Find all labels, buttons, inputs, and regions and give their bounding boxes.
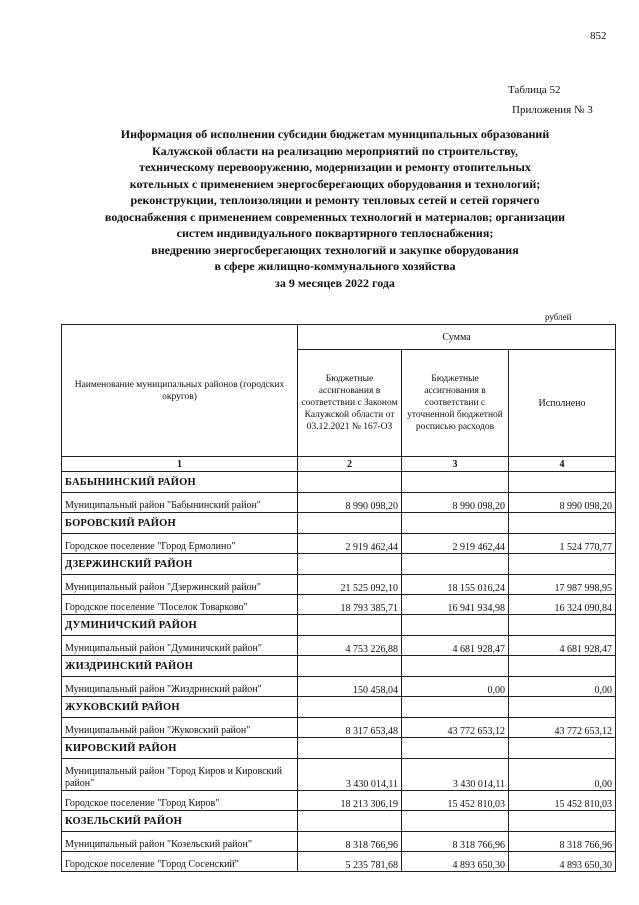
empty-cell [509, 513, 616, 534]
district-name: БОРОВСКИЙ РАЙОН [62, 513, 298, 534]
empty-cell [402, 472, 509, 493]
header-name: Наименование муниципальных районов (городских округов) [62, 325, 298, 457]
title-line: в сфере жилищно-коммунального хозяйства [214, 259, 456, 273]
municipality-name: Муниципальный район "Дзержинский район" [62, 575, 298, 595]
header-sum: Сумма [298, 325, 616, 350]
empty-cell [509, 811, 616, 832]
table-row [62, 575, 616, 595]
column-numbers-row [62, 457, 616, 472]
title-line: внедрению энергосберегающих технологий и закупке оборудования [151, 242, 519, 257]
table-row [62, 718, 616, 738]
table-row [62, 493, 616, 513]
table-row [62, 595, 616, 615]
district-row [62, 697, 616, 718]
district-row [62, 811, 616, 832]
law-allocation-value: 3 430 014,11 [298, 759, 402, 791]
municipality-name: Муниципальный район "Жуковский район" [62, 718, 298, 738]
page-number: 852 [590, 30, 607, 42]
title-line: реконструкции, теплоизоляции и ремонту тепловых сетей и сетей горячего [130, 193, 540, 207]
municipality-name: Городское поселение "Поселок Товарково" [62, 595, 298, 615]
revised-allocation-value: 4 681 928,47 [402, 636, 509, 656]
empty-cell [509, 615, 616, 636]
empty-cell [298, 811, 402, 832]
title-line: техническому перевооружению, модернизации и ремонту отопительных [139, 160, 531, 174]
header-executed: Исполнено [509, 350, 616, 457]
empty-cell [509, 554, 616, 575]
header-revised-allocations: Бюджетные ассигнования в соответствии с уточненной бюджетной росписью расходов [402, 350, 509, 457]
table-row [62, 636, 616, 656]
empty-cell [509, 738, 616, 759]
district-name: ДУМИНИЧСКИЙ РАЙОН [62, 615, 298, 636]
law-allocation-value: 18 213 306,19 [298, 791, 402, 811]
empty-cell [298, 513, 402, 534]
column-number: 1 [62, 457, 298, 472]
district-row [62, 472, 616, 493]
revised-allocation-value: 3 430 014,11 [402, 759, 509, 791]
municipality-name: Муниципальный район "Думиничский район" [62, 636, 298, 656]
empty-cell [402, 811, 509, 832]
empty-cell [298, 738, 402, 759]
executed-value: 0,00 [509, 759, 616, 791]
empty-cell [402, 554, 509, 575]
executed-value: 0,00 [509, 677, 616, 697]
executed-value: 8 990 098,20 [509, 493, 616, 513]
empty-cell [402, 513, 509, 534]
revised-allocation-value: 8 990 098,20 [402, 493, 509, 513]
table-label: Таблица 52 [508, 84, 561, 96]
municipality-name: Городское поселение "Город Сосенский" [62, 852, 298, 872]
law-allocation-value: 2 919 462,44 [298, 534, 402, 554]
table-row [62, 791, 616, 811]
municipality-name: Муниципальный район "Бабынинский район" [62, 493, 298, 513]
empty-cell [402, 615, 509, 636]
header-law-allocations: Бюджетные ассигнования в соответствии с Законом Калужской области от 03.12.2021 № 167-ОЗ [298, 350, 402, 457]
revised-allocation-value: 18 155 016,24 [402, 575, 509, 595]
municipality-name: Городское поселение "Город Киров" [62, 791, 298, 811]
district-name: ЖИЗДРИНСКИЙ РАЙОН [62, 656, 298, 677]
revised-allocation-value: 15 452 810,03 [402, 791, 509, 811]
district-name: ЖУКОВСКИЙ РАЙОН [62, 697, 298, 718]
district-name: БАБЫНИНСКИЙ РАЙОН [62, 472, 298, 493]
empty-cell [509, 697, 616, 718]
district-row [62, 554, 616, 575]
revised-allocation-value: 4 893 650,30 [402, 852, 509, 872]
table-row [62, 852, 616, 872]
column-number: 2 [298, 457, 402, 472]
subsidy-table [61, 324, 616, 872]
empty-cell [402, 738, 509, 759]
table-header [62, 325, 616, 472]
law-allocation-value: 21 525 092,10 [298, 575, 402, 595]
table-row [62, 759, 616, 791]
executed-value: 1 524 770,77 [509, 534, 616, 554]
executed-value: 4 681 928,47 [509, 636, 616, 656]
executed-value: 43 772 653,12 [509, 718, 616, 738]
district-name: КОЗЕЛЬСКИЙ РАЙОН [62, 811, 298, 832]
column-number: 3 [402, 457, 509, 472]
empty-cell [509, 656, 616, 677]
district-row [62, 513, 616, 534]
title-line: за 9 месяцев 2022 года [275, 275, 395, 290]
municipality-name: Муниципальный район "Жиздринский район" [62, 677, 298, 697]
title-line: водоснабжения с применением современных технологий и материалов; организации [104, 209, 566, 224]
empty-cell [509, 472, 616, 493]
table-row [62, 832, 616, 852]
executed-value: 4 893 650,30 [509, 852, 616, 872]
empty-cell [298, 697, 402, 718]
municipality-name: Муниципальный район "Козельский район" [62, 832, 298, 852]
empty-cell [402, 697, 509, 718]
law-allocation-value: 8 990 098,20 [298, 493, 402, 513]
revised-allocation-value: 43 772 653,12 [402, 718, 509, 738]
empty-cell [298, 615, 402, 636]
law-allocation-value: 150 458,04 [298, 677, 402, 697]
district-name: КИРОВСКИЙ РАЙОН [62, 738, 298, 759]
title-line: котельных с применением энергосберегающих оборудования и технологий; [129, 176, 541, 191]
revised-allocation-value: 0,00 [402, 677, 509, 697]
revised-allocation-value: 16 941 934,98 [402, 595, 509, 615]
executed-value: 17 987 998,95 [509, 575, 616, 595]
empty-cell [402, 656, 509, 677]
table-row [62, 677, 616, 697]
table-body [62, 472, 616, 872]
revised-allocation-value: 2 919 462,44 [402, 534, 509, 554]
currency-note: рублей [545, 312, 572, 322]
law-allocation-value: 8 317 653,48 [298, 718, 402, 738]
empty-cell [298, 554, 402, 575]
district-name: ДЗЕРЖИНСКИЙ РАЙОН [62, 554, 298, 575]
law-allocation-value: 18 793 385,71 [298, 595, 402, 615]
title-line: Информация об исполнении субсидии бюджетам муниципальных образований [120, 127, 550, 141]
law-allocation-value: 8 318 766,96 [298, 832, 402, 852]
law-allocation-value: 5 235 781,68 [298, 852, 402, 872]
title-line: систем индивидуального поквартирного теплоснабжения; [176, 226, 494, 240]
district-row [62, 738, 616, 759]
document-title [40, 126, 630, 291]
revised-allocation-value: 8 318 766,96 [402, 832, 509, 852]
table-row [62, 534, 616, 554]
empty-cell [298, 656, 402, 677]
empty-cell [298, 472, 402, 493]
executed-value: 8 318 766,96 [509, 832, 616, 852]
title-line: Калужской области на реализацию мероприятий по строительству, [152, 143, 518, 158]
law-allocation-value: 4 753 226,88 [298, 636, 402, 656]
column-number: 4 [509, 457, 616, 472]
executed-value: 15 452 810,03 [509, 791, 616, 811]
district-row [62, 656, 616, 677]
appendix-label: Приложения № 3 [512, 104, 593, 116]
executed-value: 16 324 090,84 [509, 595, 616, 615]
municipality-name: Муниципальный район "Город Киров и Кировский район" [62, 759, 298, 791]
municipality-name: Городское поселение "Город Ермолино" [62, 534, 298, 554]
district-row [62, 615, 616, 636]
